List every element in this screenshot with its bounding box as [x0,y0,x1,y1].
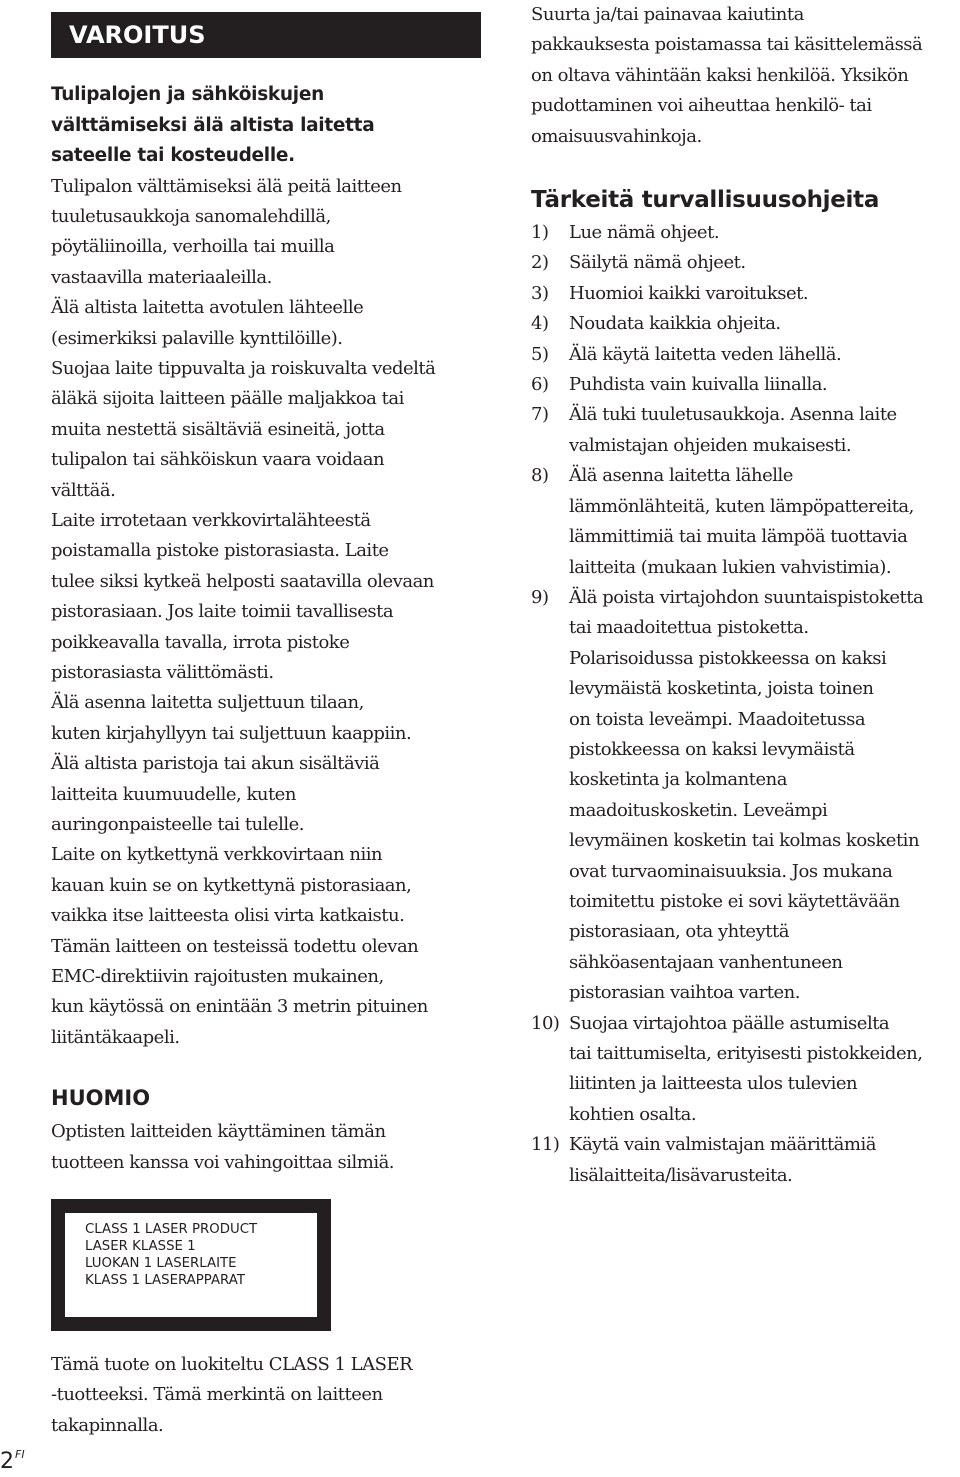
item-text [569,309,956,339]
item-text [569,248,956,278]
warning-body [51,172,481,1054]
laser-note [51,1350,481,1441]
text-line: on oltava vähintään kaksi henkilöä. Yksikön [531,64,909,86]
text-line: vastaavilla materiaaleilla. [51,266,272,288]
list-item [531,1009,956,1131]
text-line: laitteita kuumuudelle, kuten [51,783,296,805]
text-line: tuuletusaukkoja sanomalehdillä, [51,205,331,227]
huomio-body [51,1117,481,1178]
item-text [569,1009,956,1131]
list-item [531,370,956,400]
text-line: takapinnalla. [51,1414,164,1436]
item-number: 4) [531,313,549,335]
list-item [531,218,956,248]
laser-class-label [51,1199,331,1331]
text-line: kun käytössä on enintään 3 metrin pituinen [51,996,428,1018]
text-line: Tämän laitteen on testeissä todettu olevan [51,935,419,957]
handling-note [531,0,956,152]
text-line: Älä asenna laitetta lähelle [569,465,793,487]
text-line: Tulipalojen ja sähköiskujen [51,84,324,105]
list-item [531,279,956,309]
laser-label-line: KLASS 1 LASERAPPARAT [85,1273,245,1288]
text-line: poistamalla pistoke pistorasiasta. Laite [51,540,389,562]
list-item [531,1130,956,1191]
text-line: lisälaitteita/lisävarusteita. [569,1164,793,1186]
item-text [569,279,956,309]
text-line: pakkauksesta poistamassa tai käsittelemässä [531,34,923,56]
text-line: kosketinta ja kolmantena [569,769,787,791]
right-column [531,0,956,1191]
text-line: pistorasiaan, ota yhteyttä [569,921,789,943]
text-line: tulipalon tai sähköiskun vaara voidaan [51,449,385,471]
text-line: levymäistä kosketinta, joista toinen [569,678,874,700]
text-line: EMC-direktiivin rajoitusten mukainen, [51,966,384,988]
text-line: Säilytä nämä ohjeet. [569,252,746,274]
text-line: tuotteen kanssa voi vahingoittaa silmiä. [51,1151,395,1173]
text-line: Älä altista laitetta avotulen lähteelle [51,297,364,319]
item-text [569,1130,956,1191]
text-line: Älä tuki tuuletusaukkoja. Asenna laite [569,404,897,426]
page-number-value: 2 [0,1449,14,1474]
text-line: maadoituskosketin. Leveämpi [569,799,828,821]
item-text [569,400,956,461]
text-line: pöytäliinoilla, verhoilla tai muilla [51,236,335,258]
item-number: 2) [531,252,549,274]
text-line: liitinten ja laitteesta ulos tulevien [569,1073,858,1095]
text-line: toimitettu pistoke ei sovi käytettävään [569,890,900,912]
laser-label-line: LASER KLASSE 1 [85,1239,196,1254]
page-language-code: FI [15,1448,25,1461]
text-line: Laite irrotetaan verkkovirtalähteestä [51,509,371,531]
item-number: 10) [531,1012,560,1034]
text-line: levymäinen kosketin tai kolmas kosketin [569,830,920,852]
text-line: Suojaa virtajohtoa päälle astumiselta [569,1012,890,1034]
laser-label-line: LUOKAN 1 LASERLAITE [85,1256,237,1271]
item-number: 9) [531,586,549,608]
item-number: 6) [531,374,549,396]
text-line: laitteita (mukaan lukien vahvistimia). [569,556,892,578]
text-line: Suurta ja/tai painavaa kaiutinta [531,4,804,25]
text-line: poikkeavalla tavalla, irrota pistoke [51,631,350,653]
text-line: Älä asenna laitetta suljettuun tilaan, [51,692,364,714]
item-text [569,340,956,370]
text-line: pistorasiaan. Jos laite toimii tavallisesta [51,601,394,623]
laser-label-line: CLASS 1 LASER PRODUCT [85,1222,258,1237]
text-line: sateelle tai kosteudelle. [51,145,295,166]
safety-instructions-list [531,218,956,1191]
item-number: 11) [531,1134,560,1156]
list-item [531,461,956,583]
list-item [531,583,956,1009]
text-line: Laite on kytkettynä verkkovirtaan niin [51,844,383,866]
warning-heading: VAROITUS [51,12,481,58]
text-line: (esimerkiksi palaville kynttilöille). [51,327,343,349]
item-text [569,461,956,583]
text-line: pudottaminen voi aiheuttaa henkilö- tai [531,95,872,117]
text-line: välttää. [51,479,116,501]
left-column [51,12,481,1178]
text-line: Älä käytä laitetta veden lähellä. [569,343,842,365]
item-number: 8) [531,465,549,487]
text-line: pistorasiasta välittömästi. [51,662,274,683]
text-line: ovat turvaominaisuuksia. Jos mukana [569,860,893,882]
text-line: kuten kirjahyllyyn tai suljettuun kaappiin. [51,722,412,744]
text-line: Tämä tuote on luokiteltu CLASS 1 LASER [51,1354,413,1375]
text-line: valmistajan ohjeiden mukaisesti. [569,434,852,456]
safety-instructions-heading: Tärkeitä turvallisuusohjeita [531,187,880,214]
list-item [531,340,956,370]
list-item [531,400,956,461]
text-line: Noudata kaikkia ohjeita. [569,313,781,335]
text-line: Puhdista vain kuivalla liinalla. [569,374,828,396]
text-line: välttämiseksi älä altista laitetta [51,114,375,136]
text-line: liitäntäkaapeli. [51,1026,180,1048]
text-line: Suojaa laite tippuvalta ja roiskuvalta vedeltä [51,357,436,379]
item-number: 1) [531,222,549,244]
text-line: tulee siksi kytkeä helposti saatavilla olevaan [51,570,434,592]
text-line: on toista leveämpi. Maadoitetussa [569,708,866,730]
text-line: kauan kuin se on kytkettynä pistorasiaan, [51,874,412,896]
item-number: 5) [531,343,549,365]
text-line: auringonpaisteelle tai tulelle. [51,814,304,836]
text-line: Optisten laitteiden käyttäminen tämän [51,1121,386,1143]
list-item [531,309,956,339]
text-line: Huomioi kaikki varoitukset. [569,282,809,304]
text-line: Lue nämä ohjeet. [569,222,720,244]
text-line: omaisuusvahinkoja. [531,125,702,147]
laser-label-inner [64,1212,318,1318]
text-line: tai maadoitettua pistoketta. [569,617,809,639]
warning-lead [51,80,481,172]
text-line: pistorasian vaihtoa varten. [569,982,800,1004]
text-line: Älä poista virtajohdon suuntaispistoketta [569,586,924,608]
item-number: 7) [531,404,549,426]
item-text [569,583,956,1009]
item-text [569,370,956,400]
page-number [0,1440,25,1477]
text-line: kohtien osalta. [569,1103,697,1125]
text-line: tai taittumiselta, erityisesti pistokkeiden, [569,1043,923,1064]
text-line: lämmittimiä tai muita lämpöä tuottavia [569,526,908,548]
text-line: sähköasentajaan vanhentuneen [569,951,843,973]
text-line: lämmönlähteitä, kuten lämpöpattereita, [569,495,914,517]
item-text [569,218,956,248]
huomio-heading: HUOMIO [51,1086,151,1111]
text-line: pistokkeessa on kaksi levymäistä [569,738,855,760]
text-line: Käytä vain valmistajan määrittämiä [569,1134,876,1156]
text-line: Polarisoidussa pistokkeessa on kaksi [569,647,887,669]
list-item [531,248,956,278]
text-line: vaikka itse laitteesta olisi virta katkaistu. [51,905,405,927]
text-line: muita nestettä sisältäviä esineitä, jotta [51,418,385,440]
text-line: -tuotteeksi. Tämä merkintä on laitteen [51,1384,383,1406]
text-line: Älä altista paristoja tai akun sisältäviä [51,753,380,775]
text-line: Tulipalon välttämiseksi älä peitä laitteen [51,175,402,197]
text-line: äläkä sijoita laitteen päälle maljakkoa tai [51,388,404,410]
item-number: 3) [531,282,549,304]
